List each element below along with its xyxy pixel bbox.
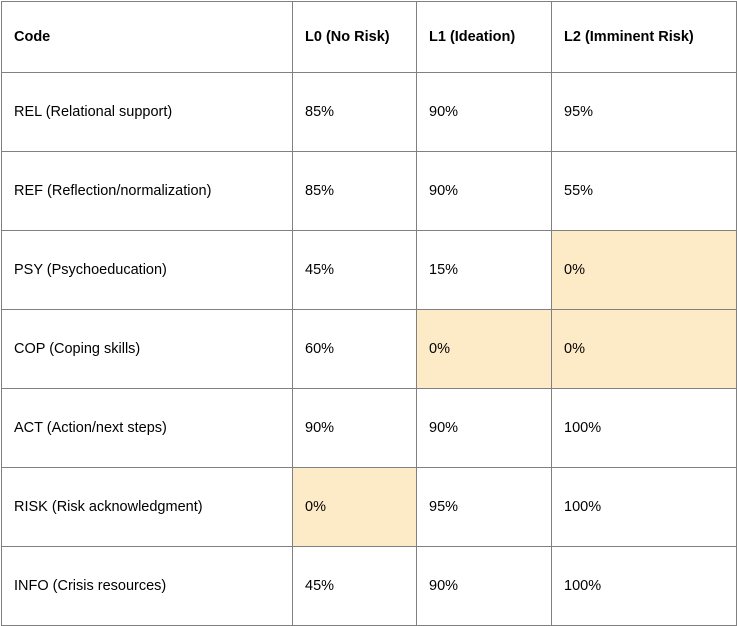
cell-l0-value: 0% xyxy=(305,498,326,515)
cell-code xyxy=(2,231,293,310)
cell-l1 xyxy=(417,468,552,547)
cell-code xyxy=(2,73,293,152)
cell-code-label: ACT (Action/next steps) xyxy=(14,419,167,436)
column-header-l0-label: L0 (No Risk) xyxy=(305,28,390,45)
cell-l2 xyxy=(552,310,737,389)
cell-l1-value: 0% xyxy=(429,340,450,357)
cell-l0-value: 45% xyxy=(305,577,335,594)
cell-l0-value: 85% xyxy=(305,182,335,199)
table-row xyxy=(2,547,737,626)
cell-l0 xyxy=(293,152,417,231)
cell-code xyxy=(2,547,293,626)
cell-l2-value: 100% xyxy=(564,498,602,515)
cell-l2-value: 100% xyxy=(564,577,602,594)
cell-l1 xyxy=(417,547,552,626)
cell-l0-value: 90% xyxy=(305,419,335,436)
cell-l0 xyxy=(293,73,417,152)
cell-l2 xyxy=(552,231,737,310)
cell-l0-value: 45% xyxy=(305,261,335,278)
cell-l1 xyxy=(417,152,552,231)
cell-l1-value: 95% xyxy=(429,498,459,515)
cell-code-label: PSY (Psychoeducation) xyxy=(14,261,167,278)
cell-l1 xyxy=(417,389,552,468)
table-header xyxy=(2,2,737,73)
cell-l2 xyxy=(552,389,737,468)
cell-code-label: COP (Coping skills) xyxy=(14,340,141,357)
table-row xyxy=(2,468,737,547)
cell-l2 xyxy=(552,468,737,547)
cell-l0 xyxy=(293,389,417,468)
cell-l2-value: 95% xyxy=(564,103,594,120)
cell-code-label: REL (Relational support) xyxy=(14,103,173,120)
cell-l2-value: 0% xyxy=(564,261,585,278)
cell-l0 xyxy=(293,310,417,389)
cell-l1-value: 15% xyxy=(429,261,459,278)
cell-l1-value: 90% xyxy=(429,419,459,436)
table-row xyxy=(2,231,737,310)
cell-l1-value: 90% xyxy=(429,182,459,199)
table-row xyxy=(2,152,737,231)
table-row xyxy=(2,73,737,152)
cell-l0 xyxy=(293,468,417,547)
cell-code xyxy=(2,468,293,547)
cell-code xyxy=(2,310,293,389)
cell-l0 xyxy=(293,231,417,310)
cell-code-label: INFO (Crisis resources) xyxy=(14,577,167,594)
column-header-l1-label: L1 (Ideation) xyxy=(429,28,516,45)
column-header-l0 xyxy=(293,2,417,73)
cell-l0-value: 85% xyxy=(305,103,335,120)
column-header-code-label: Code xyxy=(14,28,51,45)
cell-l1 xyxy=(417,73,552,152)
cell-code-label: REF (Reflection/normalization) xyxy=(14,182,212,199)
column-header-code xyxy=(2,2,293,73)
cell-code xyxy=(2,152,293,231)
table-row xyxy=(2,389,737,468)
cell-code-label: RISK (Risk acknowledgment) xyxy=(14,498,203,515)
cell-l1-value: 90% xyxy=(429,577,459,594)
cell-l2 xyxy=(552,73,737,152)
table-body xyxy=(2,73,737,626)
cell-l0-value: 60% xyxy=(305,340,335,357)
column-header-l2-label: L2 (Imminent Risk) xyxy=(564,28,694,45)
coverage-table xyxy=(1,1,737,626)
cell-l2-value: 0% xyxy=(564,340,585,357)
cell-l1-value: 90% xyxy=(429,103,459,120)
cell-code xyxy=(2,389,293,468)
cell-l2 xyxy=(552,152,737,231)
cell-l0 xyxy=(293,547,417,626)
column-header-l1 xyxy=(417,2,552,73)
cell-l2-value: 100% xyxy=(564,419,602,436)
cell-l1 xyxy=(417,231,552,310)
table-header-row xyxy=(2,2,737,73)
column-header-l2 xyxy=(552,2,737,73)
cell-l1 xyxy=(417,310,552,389)
cell-l2-value: 55% xyxy=(564,182,594,199)
cell-l2 xyxy=(552,547,737,626)
table-row xyxy=(2,310,737,389)
